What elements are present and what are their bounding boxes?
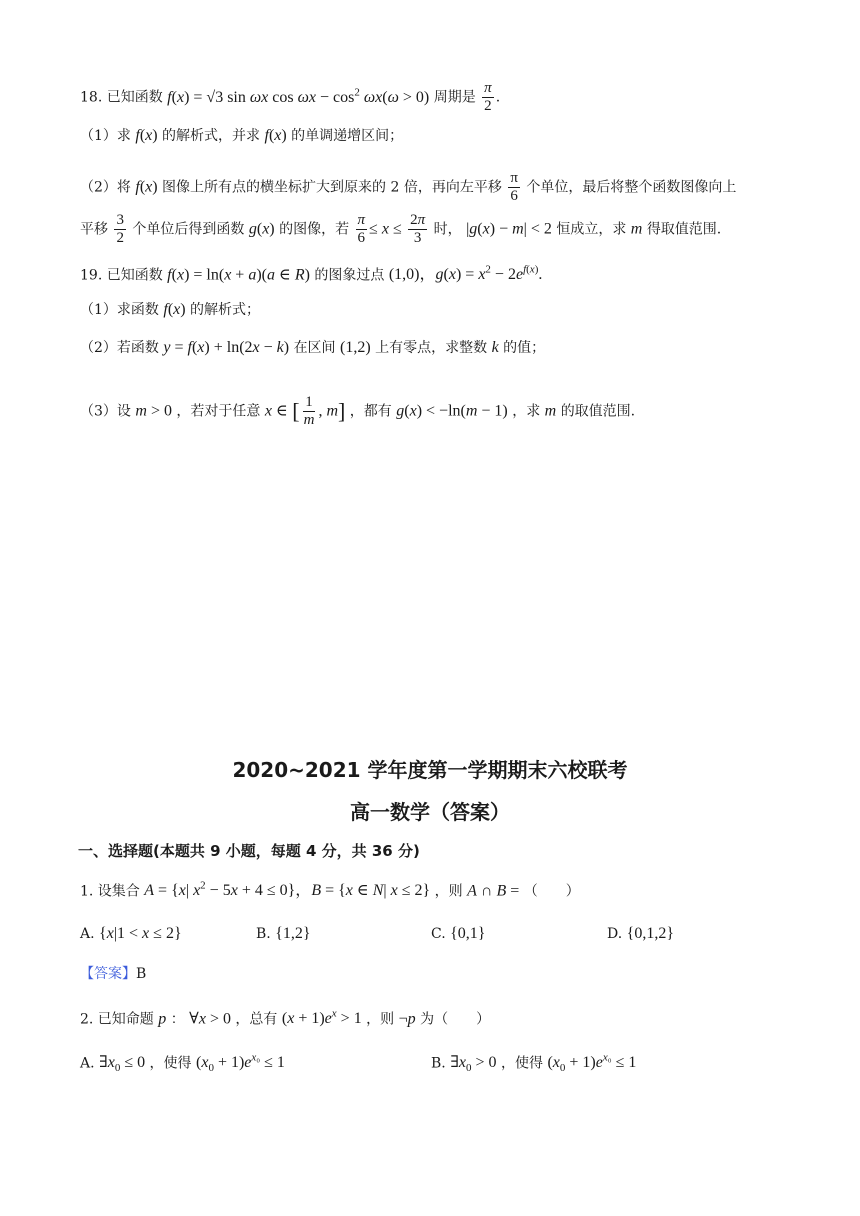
q1-option-c: C. {0,1} — [431, 925, 486, 942]
q18-part2-cont: 平移 $\frac{3}{2}$ 个单位后得到函数 g(x) 的图像，若 $\frac{\pi}{6}$ ≤ x ≤ $\frac{2\pi}{3}$ 时， |g(x) − m| < 2 恒成立，求 m 得取值范围. — [80, 212, 722, 246]
q18-part1: （1）求 f(x) 的解析式，并求 f(x) 的单调递增区间； — [80, 127, 404, 144]
q19-statement: 19. 已知函数 f(x) = ln(x + a)(a ∈ R) 的图象过点 (1,0)，$g(x) = x^2 - 2e^{f(x)}$. — [80, 264, 543, 284]
q2-statement: 2. 已知命题 p ： ∀x > 0 ，总有 $(x + 1)e^x > 1$ ，则 ¬p 为（ ） — [80, 1008, 491, 1028]
q2-option-a: A. $\exists x_0 \le 0$ ，使得 $(x_0 + 1)e^{x_0} \le 1$ — [80, 1052, 285, 1075]
q1-option-d: D. {0,1,2} — [607, 925, 674, 942]
q1-option-a: A. {x|1 < x ≤ 2} — [80, 925, 182, 942]
answer-title: 2020~2021 学年度第一学期期末六校联考 — [232, 758, 628, 782]
answer-subtitle: 高一数学（答案） — [350, 800, 510, 824]
q1-statement: 1. 设集合 A = {x| $x^2 - 5x + 4 \le 0$}，B = {x ∈ N| x ≤ 2} ，则 A ∩ B = （ ） — [80, 880, 580, 900]
answer-value: B — [136, 966, 147, 982]
q19-part3: （3）设 m > 0 ，若对于任意 x ∈ [ $\frac{1}{m}$ , m] ，都有 g(x) < −ln(m − 1) ，求 m 的取值范围. — [80, 394, 636, 428]
q19-part2: （2）若函数 y = f(x) + ln(2x − k) 在区间 (1,2) 上有零点，求整数 k 的值； — [80, 339, 546, 356]
section-heading: 一、选择题(本题共 9 小题，每题 4 分，共 36 分) — [78, 842, 420, 860]
q18-part2: （2）将 f(x) 图像上所有点的横坐标扩大到原来的 2 倍，再向左平移 $\frac{\pi}{6}$ 个单位，最后将整个函数图像向上 — [80, 170, 737, 204]
q18-head: 18. 已知函数 — [80, 89, 163, 106]
q18-period-text: 周期是 — [433, 89, 476, 106]
q1-answer — [80, 964, 146, 984]
q19-part1: （1）求函数 f(x) 的解析式； — [80, 301, 261, 318]
q1-option-b: B. {1,2} — [256, 925, 311, 942]
q2-option-b: B. $\exists x_0 > 0$ ，使得 $(x_0 + 1)e^{x_0} \le 1$ — [431, 1052, 637, 1075]
answer-tag: 【答案】 — [80, 966, 136, 982]
q18-statement: 18. 已知函数 f(x) = √3 sin ωx $\cos \omega x - \cos^2 \omega x(\omega > 0)$ 周期是 $\frac{\pi}{2}$ . — [80, 80, 501, 114]
